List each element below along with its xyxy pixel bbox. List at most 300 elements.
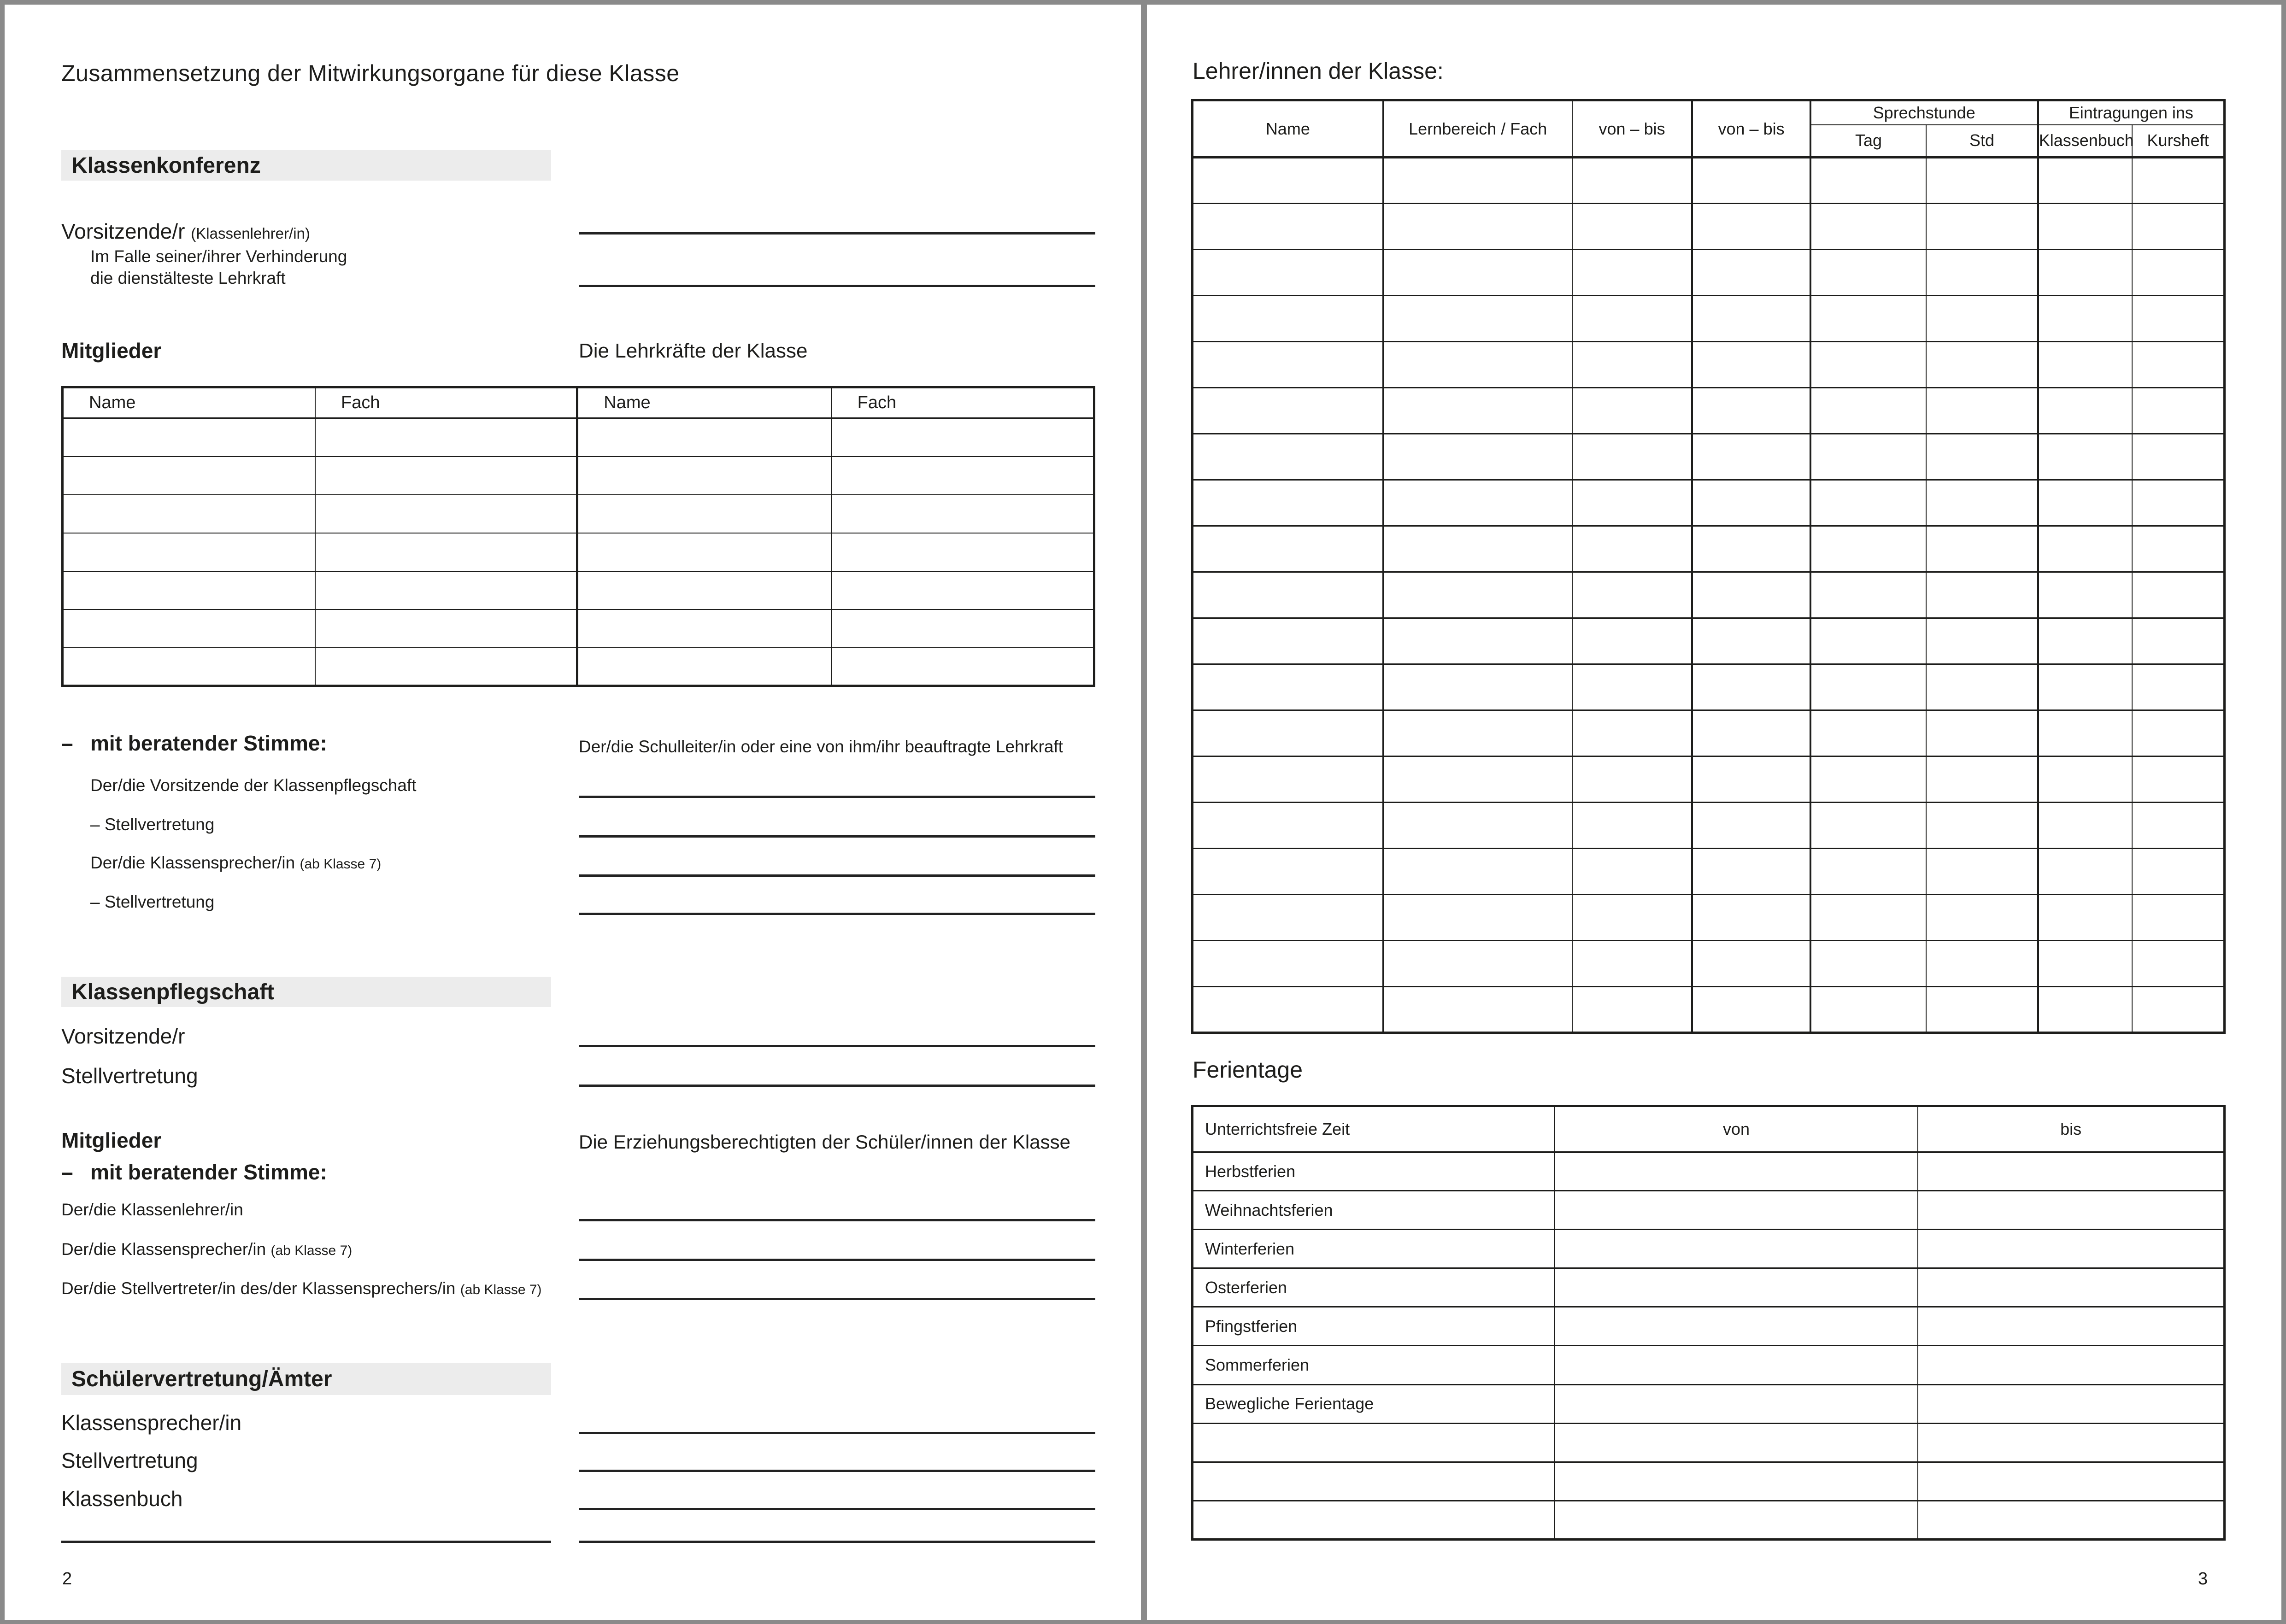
empty-cell [1926,204,2038,250]
empty-cell [1383,941,1572,987]
empty-cell [1383,342,1572,388]
lehrer-table [1191,99,2226,1034]
fill-line [579,1259,1095,1261]
empty-cell [577,648,832,686]
empty-cell [832,533,1094,571]
empty-cell [1572,296,1692,342]
empty-cell [1193,250,1383,296]
empty-cell [2038,250,2133,296]
table-header-row [63,387,1094,418]
stellvertretung-label: Stellvertretung [61,1064,198,1088]
empty-cell [2132,618,2224,664]
verhinderung-line1: Im Falle seiner/ihrer Verhinderung [90,247,347,266]
empty-cell [1918,1230,2224,1268]
empty-cell [2132,296,2224,342]
table-row [63,610,1094,648]
beratend-item-label: Der/die Vorsitzende der Klassenpflegschaft [90,776,417,795]
ferien-label: Bewegliche Ferientage [1193,1384,1555,1423]
empty-cell [1555,1152,1918,1191]
vorsitzende-label: Vorsitzende/r [61,1024,185,1048]
empty-cell [1692,756,1810,803]
page-title: Zusammensetzung der Mitwirkungsorgane für diese Klasse [61,60,680,86]
fill-line-vorsitzende [579,232,1095,235]
empty-cell [63,418,316,457]
mitglieder-label: Mitglieder [61,339,162,363]
empty-cell [63,648,316,686]
empty-cell [2038,480,2133,526]
empty-cell [1572,710,1692,756]
empty-cell [577,418,832,457]
ferien-label [1193,1501,1555,1539]
ferien-row [1193,1462,2225,1501]
section-title: Schülervertretung/Ämter [71,1366,332,1391]
schulleiter-label: Der/die Schulleiter/in oder eine von ihm/ihr beauftragte Lehrkraft [579,737,1063,756]
empty-cell [1383,710,1572,756]
beratend-item-label: Der/die Klassensprecher/in (ab Klasse 7) [90,853,382,872]
col-header-von: von [1555,1106,1918,1152]
empty-cell [1572,158,1692,204]
empty-cell [1918,1501,2224,1539]
empty-cell [1810,526,1927,572]
col-header-von-bis-2: von – bis [1692,100,1810,158]
empty-cell [1193,987,1383,1033]
empty-cell [1810,158,1927,204]
empty-cell [2132,434,2224,480]
empty-cell [2038,664,2133,710]
empty-cell [1193,710,1383,756]
table-row [1193,941,2225,987]
empty-cell [1383,434,1572,480]
ferien-label: Osterferien [1193,1268,1555,1307]
col-header-lernbereich: Lernbereich / Fach [1383,100,1572,158]
empty-cell [1572,388,1692,434]
empty-cell [1572,849,1692,895]
empty-cell [2132,710,2224,756]
empty-cell [2038,618,2133,664]
empty-cell [2132,664,2224,710]
empty-cell [1572,941,1692,987]
table-header-row [1193,1106,2225,1152]
empty-cell [1692,526,1810,572]
empty-cell [1555,1346,1918,1384]
empty-cell [1926,803,2038,849]
empty-cell [1692,895,1810,941]
empty-cell [1692,204,1810,250]
empty-cell [2132,849,2224,895]
page-left [5,5,1141,1620]
empty-cell [1810,434,1927,480]
empty-cell [1692,664,1810,710]
mitglieder-right-label: Die Lehrkräfte der Klasse [579,340,808,362]
empty-cell [315,533,577,571]
empty-cell [1193,480,1383,526]
empty-cell [1918,1191,2224,1230]
empty-cell [1572,803,1692,849]
empty-cell [1692,250,1810,296]
empty-cell [577,610,832,648]
ferien-row [1193,1268,2225,1307]
table-row [1193,296,2225,342]
empty-cell [1383,987,1572,1033]
empty-cell [1926,342,2038,388]
empty-cell [1555,1423,1918,1462]
table-row [1193,756,2225,803]
table-row [1193,618,2225,664]
mitglieder-label: Mitglieder [61,1128,162,1152]
empty-cell [1810,987,1927,1033]
beratend-item-label: – Stellvertretung [90,892,215,911]
empty-cell [2038,710,2133,756]
page-number: 2 [62,1569,72,1589]
empty-cell [1810,849,1927,895]
fill-line [579,1085,1095,1087]
section-header-klassenkonferenz [61,150,551,181]
empty-cell [1926,480,2038,526]
empty-cell [1193,342,1383,388]
col-header-name-1: Name [63,387,316,418]
empty-cell [1926,618,2038,664]
empty-cell [1383,756,1572,803]
ferientage-heading: Ferientage [1193,1057,1303,1083]
empty-cell [1193,941,1383,987]
empty-cell [63,571,316,610]
table-row [63,457,1094,495]
empty-cell [1572,572,1692,618]
empty-cell [832,495,1094,533]
empty-cell [2038,756,2133,803]
pflegschaft-item-label: Der/die Klassensprecher/in (ab Klasse 7) [61,1240,353,1259]
empty-cell [315,418,577,457]
klassensprecher-label: Klassensprecher/in [61,1411,242,1435]
empty-cell [2132,250,2224,296]
ferien-row [1193,1307,2225,1346]
empty-cell [2038,803,2133,849]
ferien-label [1193,1423,1555,1462]
col-header-fach-2: Fach [832,387,1094,418]
empty-cell [1572,664,1692,710]
stellvertretung-label: Stellvertretung [61,1448,198,1472]
ferien-row [1193,1423,2225,1462]
empty-cell [1692,849,1810,895]
empty-cell [832,648,1094,686]
empty-cell [1918,1268,2224,1307]
empty-cell [1926,158,2038,204]
empty-cell [1572,756,1692,803]
empty-cell [63,610,316,648]
empty-cell [1555,1384,1918,1423]
empty-cell [1193,204,1383,250]
fill-line-extra-left [61,1541,551,1543]
col-header-unterrichtsfreie-zeit: Unterrichtsfreie Zeit [1193,1106,1555,1152]
empty-cell [832,571,1094,610]
empty-cell [1810,803,1927,849]
table-row [1193,710,2225,756]
empty-cell [832,610,1094,648]
empty-cell [1926,849,2038,895]
empty-cell [1572,434,1692,480]
empty-cell [1918,1462,2224,1501]
fill-line [579,913,1095,915]
empty-cell [1926,941,2038,987]
empty-cell [2038,296,2133,342]
col-header-von-bis-1: von – bis [1572,100,1692,158]
fill-line [579,1432,1095,1434]
vorsitzende-label: Vorsitzende/r (Klassenlehrer/in) [61,219,310,243]
table-row [1193,158,2225,204]
empty-cell [2132,803,2224,849]
empty-cell [1383,296,1572,342]
ferien-row [1193,1346,2225,1384]
empty-cell [1692,618,1810,664]
empty-cell [1193,572,1383,618]
empty-cell [2132,526,2224,572]
table-row [1193,987,2225,1033]
empty-cell [577,457,832,495]
vorsitzende-note: (Klassenlehrer/in) [191,225,310,242]
empty-cell [315,610,577,648]
empty-cell [1810,296,1927,342]
empty-cell [2132,480,2224,526]
empty-cell [1926,526,2038,572]
empty-cell [1692,342,1810,388]
empty-cell [2038,895,2133,941]
ferien-label: Winterferien [1193,1230,1555,1268]
empty-cell [1555,1307,1918,1346]
empty-cell [2038,987,2133,1033]
empty-cell [577,533,832,571]
empty-cell [315,495,577,533]
empty-cell [1692,388,1810,434]
empty-cell [1692,710,1810,756]
empty-cell [1555,1191,1918,1230]
ferien-row [1193,1230,2225,1268]
ferientage-table [1191,1105,2226,1541]
empty-cell [1555,1462,1918,1501]
empty-cell [1926,987,2038,1033]
empty-cell [1383,526,1572,572]
ferien-label [1193,1462,1555,1501]
empty-cell [1692,803,1810,849]
empty-cell [1193,756,1383,803]
empty-cell [1555,1230,1918,1268]
empty-cell [2038,849,2133,895]
empty-cell [2038,158,2133,204]
empty-cell [1572,204,1692,250]
section-title: Klassenkonferenz [71,153,261,178]
empty-cell [315,648,577,686]
ferien-row [1193,1191,2225,1230]
ferien-label: Sommerferien [1193,1346,1555,1384]
empty-cell [1572,250,1692,296]
empty-cell [2132,987,2224,1033]
empty-cell [2132,895,2224,941]
page-number: 3 [2198,1569,2208,1589]
empty-cell [1193,849,1383,895]
empty-cell [2038,434,2133,480]
beratend-heading: – mit beratender Stimme: [61,1160,327,1184]
empty-cell [1918,1346,2224,1384]
verhinderung-line2: die dienstälteste Lehrkraft [90,269,286,287]
table-row [63,571,1094,610]
empty-cell [577,495,832,533]
empty-cell [1810,895,1927,941]
fill-line-extra-right [579,1541,1095,1543]
fill-line [579,1298,1095,1300]
col-header-name-2: Name [577,387,832,418]
empty-cell [2132,941,2224,987]
empty-cell [1572,526,1692,572]
empty-cell [2038,388,2133,434]
lehrer-heading: Lehrer/innen der Klasse: [1193,58,1444,84]
empty-cell [1555,1268,1918,1307]
empty-cell [1926,895,2038,941]
empty-cell [1193,526,1383,572]
empty-cell [1810,342,1927,388]
empty-cell [1572,480,1692,526]
pflegschaft-item-label: Der/die Stellvertreter/in des/der Klassensprechers/in (ab Klasse 7) [61,1279,542,1298]
table-row [1193,342,2225,388]
empty-cell [1918,1384,2224,1423]
empty-cell [2038,342,2133,388]
empty-cell [832,418,1094,457]
table-row [1193,803,2225,849]
empty-cell [1926,250,2038,296]
empty-cell [1383,803,1572,849]
fill-line [579,1045,1095,1047]
empty-cell [1692,941,1810,987]
table-row [1193,480,2225,526]
fill-line [579,1470,1095,1472]
empty-cell [1810,941,1927,987]
table-row [1193,849,2225,895]
empty-cell [2132,204,2224,250]
empty-cell [1383,895,1572,941]
table-header-row-groups [1193,100,2225,125]
empty-cell [1918,1423,2224,1462]
empty-cell [1692,480,1810,526]
empty-cell [315,457,577,495]
empty-cell [1383,388,1572,434]
empty-cell [1383,572,1572,618]
beratend-heading: – mit beratender Stimme: [61,731,327,755]
empty-cell [1572,987,1692,1033]
section-header-klassenpflegschaft [61,977,551,1007]
empty-cell [2038,941,2133,987]
empty-cell [2038,572,2133,618]
dash-bullet: – [61,1160,73,1184]
beratend-item-label: – Stellvertretung [90,815,215,834]
empty-cell [1926,434,2038,480]
empty-cell [1383,158,1572,204]
empty-cell [1692,158,1810,204]
empty-cell [1383,250,1572,296]
empty-cell [2132,158,2224,204]
klassenbuch-label: Klassenbuch [61,1487,183,1511]
empty-cell [2132,572,2224,618]
empty-cell [1918,1307,2224,1346]
empty-cell [63,457,316,495]
table-row [1193,572,2225,618]
empty-cell [1383,480,1572,526]
empty-cell [832,457,1094,495]
empty-cell [1193,664,1383,710]
empty-cell [1810,388,1927,434]
empty-cell [1555,1501,1918,1539]
empty-cell [2132,388,2224,434]
fill-line [579,1508,1095,1510]
empty-cell [1810,480,1927,526]
mitglieder-right-label: Die Erziehungsberechtigten der Schüler/innen der Klasse [579,1131,1070,1153]
col-header-kursheft: Kursheft [2132,125,2224,158]
fill-line [579,1219,1095,1221]
dash-bullet: – [61,731,73,755]
empty-cell [2132,756,2224,803]
empty-cell [1926,756,2038,803]
fill-line [579,874,1095,877]
table-row [1193,250,2225,296]
group-header-eintragungen: Eintragungen ins [2038,100,2225,125]
ferien-label: Pfingstferien [1193,1307,1555,1346]
empty-cell [1926,296,2038,342]
fill-line-vertretung [579,285,1095,287]
ferien-label: Weihnachtsferien [1193,1191,1555,1230]
empty-cell [1810,250,1927,296]
empty-cell [63,533,316,571]
empty-cell [1926,710,2038,756]
empty-cell [1692,572,1810,618]
empty-cell [2038,526,2133,572]
col-header-std: Std [1926,125,2038,158]
col-header-fach-1: Fach [315,387,577,418]
table-row [63,533,1094,571]
table-row [1193,895,2225,941]
pflegschaft-item-label: Der/die Klassenlehrer/in [61,1200,243,1219]
empty-cell [1810,618,1927,664]
empty-cell [63,495,316,533]
empty-cell [1810,664,1927,710]
empty-cell [1572,342,1692,388]
table-row [63,418,1094,457]
empty-cell [1193,388,1383,434]
col-header-klassenbuch: Klassenbuch [2038,125,2133,158]
empty-cell [315,571,577,610]
table-row [63,648,1094,686]
col-header-tag: Tag [1810,125,1927,158]
empty-cell [1926,572,2038,618]
empty-cell [1572,618,1692,664]
empty-cell [1193,895,1383,941]
section-header-schuelervertretung [61,1363,551,1395]
mitglieder-table [61,386,1095,687]
table-row [1193,434,2225,480]
empty-cell [1810,710,1927,756]
table-row [1193,526,2225,572]
col-header-name: Name [1193,100,1383,158]
empty-cell [1572,895,1692,941]
empty-cell [1810,204,1927,250]
empty-cell [577,571,832,610]
empty-cell [1193,158,1383,204]
fill-line [579,835,1095,838]
table-row [1193,204,2225,250]
empty-cell [1193,618,1383,664]
ferien-row [1193,1384,2225,1423]
ferien-label: Herbstferien [1193,1152,1555,1191]
empty-cell [1692,987,1810,1033]
section-title: Klassenpflegschaft [71,979,275,1004]
ferien-row [1193,1501,2225,1539]
col-header-bis: bis [1918,1106,2224,1152]
